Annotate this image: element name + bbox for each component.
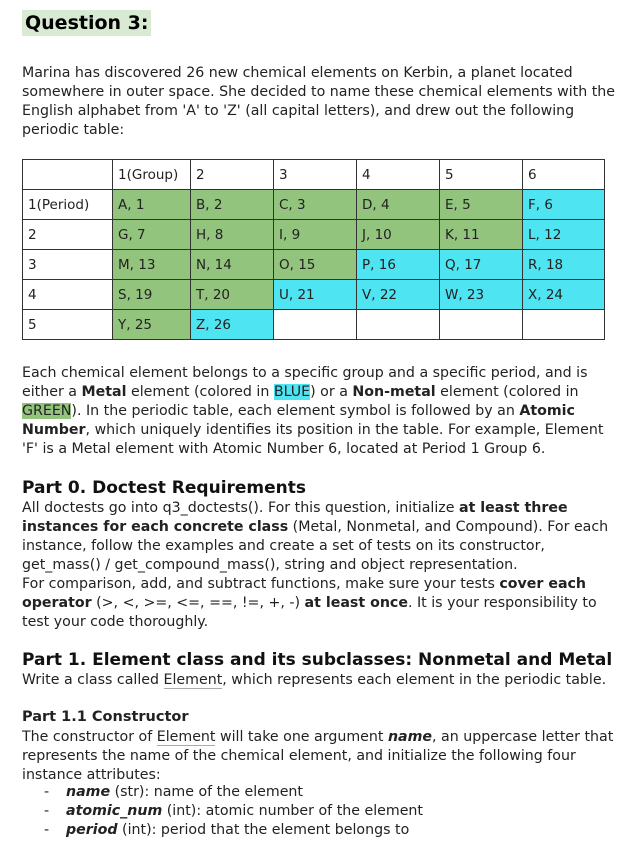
table-header-cell: 6 bbox=[523, 160, 605, 190]
attribute-item: - atomic_num (int): atomic number of the element bbox=[44, 802, 423, 821]
element-cell: J, 10 bbox=[357, 220, 440, 250]
constructor-description: The constructor of Element will take one argument name, an uppercase letter that represents the name of the chemical element, and initialize the following four instance attributes: bbox=[22, 729, 614, 783]
element-cell: G, 7 bbox=[113, 220, 191, 250]
green-highlight: GREEN bbox=[22, 403, 72, 419]
element-cell: H, 8 bbox=[191, 220, 274, 250]
part1-description: Write a class called Element, which represents each element in the periodic table. bbox=[22, 672, 607, 688]
attribute-list bbox=[44, 783, 423, 840]
element-cell: M, 13 bbox=[113, 250, 191, 280]
table-header-cell: 4 bbox=[357, 160, 440, 190]
period-label: 2 bbox=[23, 220, 113, 250]
element-cell: U, 21 bbox=[274, 280, 357, 310]
element-cell: R, 18 bbox=[523, 250, 605, 280]
element-cell: O, 15 bbox=[274, 250, 357, 280]
element-cell: D, 4 bbox=[357, 190, 440, 220]
period-label: 5 bbox=[23, 310, 113, 340]
element-cell: E, 5 bbox=[440, 190, 523, 220]
question-title: Question 3: bbox=[22, 10, 151, 36]
empty-cell bbox=[523, 310, 605, 340]
element-cell: X, 24 bbox=[523, 280, 605, 310]
table-header-row bbox=[23, 160, 605, 190]
part0-body: All doctests go into q3_doctests(). For this question, initialize at least three instances for each concrete class (Metal, Nonmetal, and Compound). For each instance, follow the examples and create a set of tests on its constructor, get_mass() / get_compound_mass(), string and object representation. For comparison, add, and subtract functions, make sure your tests cover each operator (>, <, >=, <=, ==, !=, +, -) at least once. It is your responsibility to test your code thoroughly. bbox=[22, 500, 609, 630]
empty-cell bbox=[440, 310, 523, 340]
period-label: 3 bbox=[23, 250, 113, 280]
element-cell: A, 1 bbox=[113, 190, 191, 220]
table-row bbox=[23, 190, 605, 220]
part0-heading: Part 0. Doctest Requirements bbox=[22, 478, 307, 498]
empty-cell bbox=[274, 310, 357, 340]
table-header-cell: 5 bbox=[440, 160, 523, 190]
element-cell: T, 20 bbox=[191, 280, 274, 310]
attribute-item: - name (str): name of the element bbox=[44, 783, 423, 802]
attribute-item: - period (int): period that the element belongs to bbox=[44, 821, 423, 840]
element-cell: S, 19 bbox=[113, 280, 191, 310]
period-label: 1(Period) bbox=[23, 190, 113, 220]
element-cell: Y, 25 bbox=[113, 310, 191, 340]
period-label: 4 bbox=[23, 280, 113, 310]
element-cell: C, 3 bbox=[274, 190, 357, 220]
element-cell: K, 11 bbox=[440, 220, 523, 250]
element-cell: Z, 26 bbox=[191, 310, 274, 340]
element-cell: N, 14 bbox=[191, 250, 274, 280]
element-cell: L, 12 bbox=[523, 220, 605, 250]
table-row bbox=[23, 280, 605, 310]
table-row bbox=[23, 250, 605, 280]
table-header-cell: 1(Group) bbox=[113, 160, 191, 190]
element-description: Each chemical element belongs to a specific group and a specific period, and is either a Metal element (colored in BLUE) or a Non-metal element (colored in GREEN). In the periodic table, each element symbol is followed by an Atomic Number, which uniquely identifies its position in the table. For example, Element 'F' is a Metal element with Atomic Number 6, located at Period 1 Group 6. bbox=[22, 365, 604, 457]
intro-paragraph: Marina has discovered 26 new chemical elements on Kerbin, a planet located somewhere in outer space. She decided to name these chemical elements with the English alphabet from 'A' to 'Z' (all capital letters), and drew out the following periodic table: bbox=[22, 65, 615, 138]
table-row bbox=[23, 220, 605, 250]
element-cell: Q, 17 bbox=[440, 250, 523, 280]
blue-highlight: BLUE bbox=[273, 384, 311, 400]
element-cell: I, 9 bbox=[274, 220, 357, 250]
table-header-cell bbox=[23, 160, 113, 190]
table-header-cell: 2 bbox=[191, 160, 274, 190]
part1-1-heading: Part 1.1 Constructor bbox=[22, 709, 189, 725]
table-row bbox=[23, 310, 605, 340]
element-cell: W, 23 bbox=[440, 280, 523, 310]
table-header-cell: 3 bbox=[274, 160, 357, 190]
element-cell: B, 2 bbox=[191, 190, 274, 220]
empty-cell bbox=[357, 310, 440, 340]
element-cell: V, 22 bbox=[357, 280, 440, 310]
periodic-table bbox=[22, 159, 605, 340]
part1-heading: Part 1. Element class and its subclasses: Nonmetal and Metal bbox=[22, 650, 613, 670]
element-cell: F, 6 bbox=[523, 190, 605, 220]
element-cell: P, 16 bbox=[357, 250, 440, 280]
